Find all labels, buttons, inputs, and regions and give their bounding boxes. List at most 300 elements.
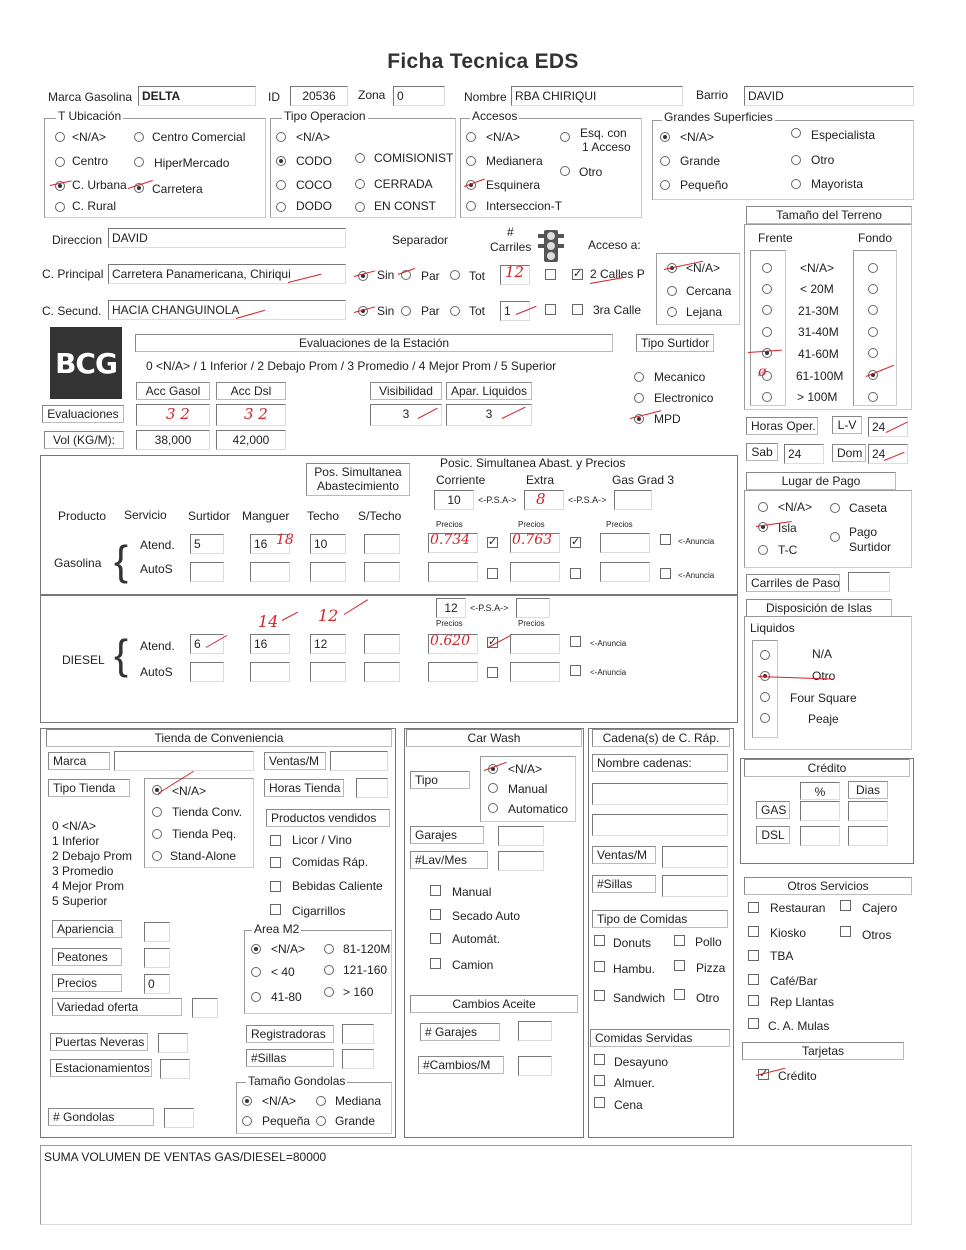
accesos-legend: Accesos xyxy=(472,109,518,123)
tienda-escala-5: 5 Superior xyxy=(52,894,108,908)
gas-anuncia-chk-2[interactable]: ✓ xyxy=(571,536,581,548)
credito-gas-pct[interactable] xyxy=(800,801,840,821)
area-na-label: <N/A> xyxy=(271,942,306,956)
tienda-cigarrillos-checkbox[interactable] xyxy=(270,904,281,915)
secundaria-par-radio[interactable] xyxy=(401,306,411,316)
acc-1acceso-label: 1 Acceso xyxy=(582,140,631,154)
cadenas-sillas-field[interactable] xyxy=(662,875,728,897)
cambios-title: Cambios Aceite xyxy=(410,995,578,1013)
gas3-psa-field[interactable] xyxy=(614,490,652,510)
cad-donuts-checkbox[interactable] xyxy=(594,935,605,946)
serv-llantas-checkbox[interactable] xyxy=(748,995,759,1006)
vol-dsl-field[interactable]: 42,000 xyxy=(216,430,286,450)
gas-atend-techo[interactable]: 10 xyxy=(310,534,346,554)
diesel-label: DIESEL xyxy=(62,653,105,667)
horas-dom-label: Dom xyxy=(832,444,866,462)
tarjetas-credito-checkbox[interactable]: ✓ xyxy=(759,1068,769,1080)
tienda-stand-radio[interactable] xyxy=(152,851,162,861)
pago-pago-label: Pago xyxy=(849,525,878,539)
dsl-anuncia-chk-1[interactable]: ✓ xyxy=(488,636,498,648)
surt-electronico-radio[interactable] xyxy=(634,393,644,403)
dsl-precio-2[interactable] xyxy=(510,634,560,654)
tienda-peatones-label: Peatones xyxy=(52,948,122,966)
ubic-centro-label: Centro xyxy=(72,154,109,168)
pago-surtidor-radio[interactable] xyxy=(830,532,840,542)
gs-grande-radio[interactable] xyxy=(660,156,670,166)
hw-mark: ø xyxy=(758,364,767,380)
ubic-na-radio[interactable] xyxy=(55,132,65,142)
ubic-centro-radio[interactable] xyxy=(55,157,65,167)
apar-field[interactable]: 3 xyxy=(446,404,532,426)
secundaria-tot-radio[interactable] xyxy=(450,306,460,316)
carwash-lav-field[interactable] xyxy=(498,851,544,871)
surt-electronico-label: Electronico xyxy=(654,391,714,405)
gasolina-brace: { xyxy=(114,537,129,584)
serv-tba-checkbox[interactable] xyxy=(748,950,759,961)
accesoa-cercana-label: Cercana xyxy=(686,284,732,298)
tienda-apariencia-field[interactable] xyxy=(144,922,170,942)
cadenas-ventas-label: Ventas/M xyxy=(592,846,656,864)
secundaria-chk-1[interactable] xyxy=(545,304,556,315)
pago-caseta-label: Caseta xyxy=(849,501,888,515)
gond-na-radio[interactable] xyxy=(242,1096,252,1106)
islas-peaje-label: Peaje xyxy=(808,712,839,726)
marca-field[interactable]: DELTA xyxy=(138,86,256,106)
acc-gasol-label: Acc Gasol xyxy=(136,382,210,400)
serv-otros-label: Otros xyxy=(862,928,892,942)
gas-autos-techo[interactable] xyxy=(310,562,346,582)
ubic-hiper-label: HiperMercado xyxy=(154,156,230,170)
cad-sandwich-checkbox[interactable] xyxy=(594,990,605,1001)
gas-precio-corriente-handwritten: 0.734 xyxy=(430,532,471,548)
cad-otro-checkbox[interactable] xyxy=(674,989,685,1000)
credito-dias-label: Dias xyxy=(848,781,888,799)
cad-almuer-label: Almuer. xyxy=(614,1076,655,1090)
psa-label-1: <-P.S.A-> xyxy=(478,495,517,505)
tienda-ventas-label: Ventas/M xyxy=(264,752,326,770)
serv-cajero-label: Cajero xyxy=(862,901,898,915)
principal-2calles-checkbox[interactable]: ✓ xyxy=(573,268,583,280)
surt-mpd-label: MPD xyxy=(654,412,681,426)
cadenas-sillas-label: #Sillas xyxy=(592,875,656,893)
serv-cajero-checkbox[interactable] xyxy=(840,900,851,911)
pos-sim-line1: Pos. Simultanea xyxy=(314,465,402,479)
tienda-peatones-field[interactable] xyxy=(144,948,170,968)
gs-mayorista-radio[interactable] xyxy=(791,179,801,189)
gas-atend-stecho[interactable] xyxy=(364,534,400,554)
gas-autos-precio-3[interactable] xyxy=(600,562,650,582)
fondo-30-radio[interactable] xyxy=(868,305,878,315)
op-dodo-radio[interactable] xyxy=(276,202,286,212)
acc-na-label: <N/A> xyxy=(486,130,521,144)
fondo-40-radio[interactable] xyxy=(868,327,878,337)
pago-tc-radio[interactable] xyxy=(758,545,768,555)
col-surtidor: Surtidor xyxy=(188,509,231,523)
serv-cafe-label: Café/Bar xyxy=(770,974,818,988)
gas-autos-chk-3[interactable] xyxy=(660,568,671,579)
op-codo-radio[interactable] xyxy=(276,156,286,166)
frente-na-radio[interactable] xyxy=(762,263,772,273)
ubic-rural-radio[interactable] xyxy=(55,202,65,212)
dsl-psa-field[interactable]: 12 xyxy=(436,598,466,618)
bcg-logo: BCG xyxy=(50,327,122,399)
tienda-precios-field[interactable]: 0 xyxy=(144,974,170,994)
corriente-label: Corriente xyxy=(436,473,486,487)
gas-manguer-handwritten: 18 xyxy=(276,532,294,548)
cad-desayuno-label: Desayuno xyxy=(614,1055,669,1069)
cw-auto-radio[interactable] xyxy=(488,803,498,813)
acc-medianera-radio[interactable] xyxy=(466,156,476,166)
tienda-comidas-checkbox[interactable] xyxy=(270,857,281,868)
op-na-radio[interactable] xyxy=(276,132,286,142)
ubic-rural-label: C. Rural xyxy=(72,199,117,213)
pago-tc-label: T-C xyxy=(778,543,798,557)
acc-esq-radio[interactable] xyxy=(560,132,570,142)
dsl-psa-field-2[interactable] xyxy=(516,598,550,618)
pago-na-radio[interactable] xyxy=(758,502,768,512)
tienda-bebidas-label: Bebidas Caliente xyxy=(292,879,383,893)
gond-mediana-radio[interactable] xyxy=(316,1096,326,1106)
secundaria-carriles-field[interactable]: 1 xyxy=(500,301,530,321)
terreno-opt-na: <N/A> xyxy=(800,261,835,275)
islas-na-label: N/A xyxy=(812,647,833,661)
cw-manual-label: Manual xyxy=(508,782,548,796)
tienda-ventas-field[interactable] xyxy=(330,751,388,771)
acceso-a-label: Acceso a: xyxy=(588,238,641,252)
cad-cena-checkbox[interactable] xyxy=(594,1097,605,1108)
visibilidad-field[interactable]: 3 xyxy=(370,404,442,426)
tienda-licor-label: Licor / Vino xyxy=(292,833,352,847)
cw-auto-label: Automatico xyxy=(508,802,569,816)
cw-opt-manual-checkbox[interactable] xyxy=(430,885,441,896)
gas-anuncia-chk-3[interactable] xyxy=(660,534,671,545)
cw-opt-automat-checkbox[interactable] xyxy=(430,933,441,944)
gas-atend-label: Atend. xyxy=(140,538,175,552)
posic-label: Posic. Simultanea Abast. y Precios xyxy=(440,456,626,470)
precios-label-1: Precios xyxy=(436,520,463,529)
serv-cafe-checkbox[interactable] xyxy=(748,974,759,985)
carwash-garajes-label: Garajes xyxy=(410,826,484,844)
serv-otros-checkbox[interactable] xyxy=(840,926,851,937)
cw-opt-manual-label: Manual xyxy=(452,885,492,899)
page-title: Ficha Tecnica EDS xyxy=(387,50,579,73)
area-121-label: 121-160 xyxy=(343,963,388,977)
area-41-label: 41-80 xyxy=(271,990,302,1004)
area-81-label: 81-120M xyxy=(343,942,391,956)
tienda-registradoras-field[interactable] xyxy=(342,1024,374,1044)
frente-40-radio[interactable] xyxy=(762,327,772,337)
ubic-hiper-radio[interactable] xyxy=(134,157,144,167)
dsl-autos-manguer[interactable] xyxy=(250,662,290,682)
cw-opt-automat-label: Automát. xyxy=(452,932,501,946)
vol-gas-field[interactable]: 38,000 xyxy=(136,430,210,450)
gas-autos-precio-1[interactable] xyxy=(428,562,478,582)
op-na-label: <N/A> xyxy=(296,130,331,144)
horas-sab-field[interactable]: 24 xyxy=(784,444,824,464)
gs-otro-radio[interactable] xyxy=(791,155,801,165)
cad-pollo-checkbox[interactable] xyxy=(674,935,685,946)
direccion-label: Direccion xyxy=(52,233,103,247)
fondo-60-radio[interactable] xyxy=(868,348,878,358)
terreno-fondo-label: Fondo xyxy=(858,231,893,245)
cambios-garajes-label: # Garajes xyxy=(420,1023,500,1041)
gas-autos-surtidor[interactable] xyxy=(190,562,224,582)
ubic-carretera-label: Carretera xyxy=(152,182,203,196)
islas-four-radio[interactable] xyxy=(760,692,770,702)
fondo-20-radio[interactable] xyxy=(868,284,878,294)
tienda-variedad-field[interactable] xyxy=(192,998,218,1018)
dsl-autos-techo[interactable] xyxy=(310,662,346,682)
gond-na-label: <N/A> xyxy=(262,1094,297,1108)
credito-gas-dias[interactable] xyxy=(848,801,888,821)
horas-dom-field[interactable]: 24 xyxy=(868,444,908,464)
nombre-field[interactable]: RBA CHIRIQUI xyxy=(511,86,683,106)
acc-medianera-label: Medianera xyxy=(486,154,543,168)
tarjetas-title: Tarjetas xyxy=(742,1042,904,1060)
op-comisionist-radio[interactable] xyxy=(355,153,365,163)
area-160-radio[interactable] xyxy=(324,987,334,997)
cw-opt-camion-checkbox[interactable] xyxy=(430,958,441,969)
dsl-autos-precio-2[interactable] xyxy=(510,662,560,682)
gas-atend-surtidor[interactable]: 5 xyxy=(190,534,224,554)
tienda-marca-field[interactable] xyxy=(114,751,254,771)
gas-atend-manguer[interactable]: 16 xyxy=(250,534,290,554)
tienda-conv-radio[interactable] xyxy=(152,807,162,817)
tienda-horas-label: Horas Tienda xyxy=(264,779,344,797)
col-servicio: Servicio xyxy=(124,508,167,522)
cadenas-servidas-label: Comidas Servidas xyxy=(590,1029,730,1047)
dsl-anuncia-chk-2[interactable] xyxy=(570,636,581,647)
cambios-m-label: #Cambios/M xyxy=(418,1056,504,1074)
marca-label: Marca Gasolina xyxy=(48,90,133,104)
gas-anuncia-chk-1[interactable]: ✓ xyxy=(488,536,498,548)
secundaria-par-label: Par xyxy=(421,304,440,318)
gas-autos-manguer[interactable] xyxy=(250,562,290,582)
dsl-autos-chk-1[interactable] xyxy=(487,667,498,678)
tienda-escala-0: 0 <N/A> xyxy=(52,819,97,833)
cad-otro-label: Otro xyxy=(696,991,720,1005)
principal-tot-radio[interactable] xyxy=(450,270,460,280)
area-40-radio[interactable] xyxy=(251,967,261,977)
cadenas-ventas-field[interactable] xyxy=(662,846,728,868)
principal-chk-1[interactable] xyxy=(545,269,556,280)
fondo-na-radio[interactable] xyxy=(868,263,878,273)
cw-manual-radio[interactable] xyxy=(488,783,498,793)
gond-pequena-radio[interactable] xyxy=(242,1116,252,1126)
barrio-label: Barrio xyxy=(696,88,729,102)
dsl-precios-label-1: Precios xyxy=(436,619,463,628)
diesel-brace: { xyxy=(114,631,129,678)
cadenas-tipo-label: Tipo de Comidas xyxy=(592,910,728,928)
islas-four-label: Four Square xyxy=(790,691,857,705)
terreno-title: Tamaño del Terreno xyxy=(746,206,912,224)
serv-restauran-label: Restauran xyxy=(770,901,826,915)
tienda-peq-radio[interactable] xyxy=(152,829,162,839)
dsl-autos-stecho[interactable] xyxy=(364,662,400,682)
tienda-licor-checkbox[interactable] xyxy=(270,835,281,846)
col-stecho: S/Techo xyxy=(358,509,402,523)
gs-na-radio[interactable] xyxy=(660,132,670,142)
principal-2calles-label: 2 Calles P xyxy=(590,267,645,281)
credito-title: Crédito xyxy=(744,759,910,777)
cad-pizza-label: Pizza xyxy=(696,961,726,975)
area-81-radio[interactable] xyxy=(324,944,334,954)
tienda-gondolas-label: # Gondolas xyxy=(48,1108,154,1126)
acc-intersec-label: Interseccion-T xyxy=(486,199,563,213)
carwash-garajes-field[interactable] xyxy=(498,826,544,846)
op-comisionist-label: COMISIONIST xyxy=(374,151,454,165)
gs-mayorista-label: Mayorista xyxy=(811,177,864,191)
dsl-autos-anuncia-label: <-Anuncia xyxy=(590,668,627,677)
tienda-bebidas-checkbox[interactable] xyxy=(270,881,281,892)
cad-almuer-checkbox[interactable] xyxy=(594,1075,605,1086)
carriles-paso-field[interactable] xyxy=(848,572,890,592)
gs-especialista-radio[interactable] xyxy=(791,128,801,138)
ubic-urbana-label: C. Urbana xyxy=(72,178,127,192)
frente-30-radio[interactable] xyxy=(762,305,772,315)
tienda-horas-field[interactable] xyxy=(356,778,388,798)
principal-tot-label: Tot xyxy=(469,269,486,283)
cambios-m-field[interactable] xyxy=(518,1056,552,1076)
area-na-radio[interactable] xyxy=(251,944,261,954)
dsl-autos-surtidor[interactable] xyxy=(190,662,224,682)
pago-caseta-radio[interactable] xyxy=(830,503,840,513)
op-enconst-radio[interactable] xyxy=(355,202,365,212)
frente-20-radio[interactable] xyxy=(762,284,772,294)
credito-dsl-pct[interactable] xyxy=(800,826,840,846)
precios-label-3: Precios xyxy=(606,520,633,529)
corriente-psa-field[interactable]: 10 xyxy=(434,490,474,510)
accesoa-cercana-radio[interactable] xyxy=(667,286,677,296)
islas-otro-label: Otro xyxy=(812,669,836,683)
cad-hambu-checkbox[interactable] xyxy=(594,961,605,972)
id-label: ID xyxy=(268,90,280,104)
psa-label-2: <-P.S.A-> xyxy=(568,495,607,505)
vol-label: Vol (KG/M): xyxy=(44,431,124,449)
op-cerrada-label: CERRADA xyxy=(374,177,433,191)
op-cerrada-radio[interactable] xyxy=(355,179,365,189)
gs-pequeno-label: Pequeño xyxy=(680,178,729,192)
gas-autos-chk-2[interactable] xyxy=(570,568,581,579)
op-coco-radio[interactable] xyxy=(276,180,286,190)
tarjetas-credito-label: Crédito xyxy=(778,1069,817,1083)
frente-gt100-radio[interactable] xyxy=(762,392,772,402)
ubic-cc-radio[interactable] xyxy=(134,132,144,142)
tienda-gondolas-field[interactable] xyxy=(164,1108,194,1128)
cad-desayuno-checkbox[interactable] xyxy=(594,1054,605,1065)
barrio-field[interactable]: DAVID xyxy=(744,86,914,106)
islas-peaje-radio[interactable] xyxy=(760,713,770,723)
credito-dsl-dias[interactable] xyxy=(848,826,888,846)
terreno-opt-60: 41-60M xyxy=(798,347,839,361)
area-160-label: > 160 xyxy=(343,985,374,999)
tienda-sillas-field[interactable] xyxy=(342,1049,374,1069)
tienda-stand-label: Stand-Alone xyxy=(170,849,237,863)
carriles-label: Carriles xyxy=(490,240,532,254)
dsl-atend-manguer[interactable]: 16 xyxy=(250,634,290,654)
horas-lv-field[interactable]: 24 xyxy=(868,417,908,437)
gas-autos-chk-1[interactable] xyxy=(487,568,498,579)
dsl-autos-chk-2[interactable] xyxy=(570,665,581,676)
credito-gas-label: GAS xyxy=(756,801,790,819)
acc-otro-radio[interactable] xyxy=(560,166,570,176)
acc-dsl-handwritten: 3 2 xyxy=(244,405,268,423)
secundaria-label: C. Secund. xyxy=(42,304,102,318)
credito-pct-label: % xyxy=(800,782,840,800)
dsl-atend-techo[interactable]: 12 xyxy=(310,634,346,654)
pago-isla-label: Isla xyxy=(778,521,797,535)
visibilidad-label: Visibilidad xyxy=(370,382,442,400)
dsl-autos-precio-1[interactable] xyxy=(428,662,478,682)
islas-na-radio[interactable] xyxy=(760,650,770,660)
islas-title: Disposición de Islas xyxy=(746,599,892,617)
cambios-garajes-field[interactable] xyxy=(518,1021,552,1041)
acc-gasol-handwritten: 3 2 xyxy=(166,405,190,423)
secundaria-3ra-checkbox[interactable] xyxy=(572,304,583,315)
grandes-legend: Grandes Superficies xyxy=(664,110,773,124)
surt-mecanico-radio[interactable] xyxy=(634,372,644,382)
gas-precio-grad3[interactable] xyxy=(600,533,650,553)
cw-opt-camion-label: Camion xyxy=(452,958,494,972)
area-41-radio[interactable] xyxy=(251,992,261,1002)
serv-restauran-checkbox[interactable] xyxy=(748,902,759,913)
area-121-radio[interactable] xyxy=(324,965,334,975)
gond-grande-radio[interactable] xyxy=(316,1116,326,1126)
serv-kiosko-label: Kiosko xyxy=(770,926,807,940)
acc-na-radio[interactable] xyxy=(466,132,476,142)
direccion-field[interactable]: DAVID xyxy=(108,228,346,248)
gas-autos-precio-2[interactable] xyxy=(510,562,560,582)
acc-otro-label: Otro xyxy=(579,165,603,179)
gasolina-label: Gasolina xyxy=(54,556,102,570)
gas-anuncia-label: <-Anuncia xyxy=(678,537,715,546)
dsl-techo-handwritten: 12 xyxy=(318,606,339,625)
nombre-label: Nombre xyxy=(464,90,507,104)
carriles-paso-label: Carriles de Paso xyxy=(746,574,840,592)
credito-dsl-label: DSL xyxy=(756,826,790,844)
secundaria-field[interactable]: HACIA CHANGUINOLA xyxy=(108,300,346,320)
cadenas-nombre-field-1[interactable] xyxy=(592,783,728,805)
accesoa-lejana-radio[interactable] xyxy=(667,307,677,317)
operacion-legend: Tipo Operacion xyxy=(284,109,366,123)
cw-opt-secado-checkbox[interactable] xyxy=(430,909,441,920)
serv-kiosko-checkbox[interactable] xyxy=(748,926,759,937)
traffic-light-icon xyxy=(538,230,564,264)
tienda-sillas-label: #Sillas xyxy=(246,1049,334,1067)
zona-field[interactable]: 0 xyxy=(393,86,445,106)
comments-box[interactable] xyxy=(40,1145,912,1225)
id-field[interactable]: 20536 xyxy=(290,86,348,106)
dsl-atend-surtidor[interactable]: 6 xyxy=(190,634,224,654)
fondo-gt100-radio[interactable] xyxy=(868,392,878,402)
principal-carriles-handwritten: 12 xyxy=(505,263,525,281)
gs-pequeno-radio[interactable] xyxy=(660,180,670,190)
gas-autos-stecho[interactable] xyxy=(364,562,400,582)
cad-pizza-checkbox[interactable] xyxy=(674,960,685,971)
tienda-estac-field[interactable] xyxy=(160,1059,190,1079)
cadenas-nombre-field-2[interactable] xyxy=(592,814,728,836)
op-dodo-label: DODO xyxy=(296,199,332,213)
dsl-atend-stecho[interactable] xyxy=(364,634,400,654)
cw-na-label: <N/A> xyxy=(508,762,543,776)
terreno-opt-40: 31-40M xyxy=(798,325,839,339)
acc-intersec-radio[interactable] xyxy=(466,201,476,211)
tienda-puertas-field[interactable] xyxy=(158,1033,188,1053)
acc-dsl-label: Acc Dsl xyxy=(216,382,286,400)
serv-mulas-checkbox[interactable] xyxy=(748,1018,759,1029)
cw-opt-secado-label: Secado Auto xyxy=(452,909,521,923)
principal-field[interactable]: Carretera Panamericana, Chiriqui xyxy=(108,264,346,284)
